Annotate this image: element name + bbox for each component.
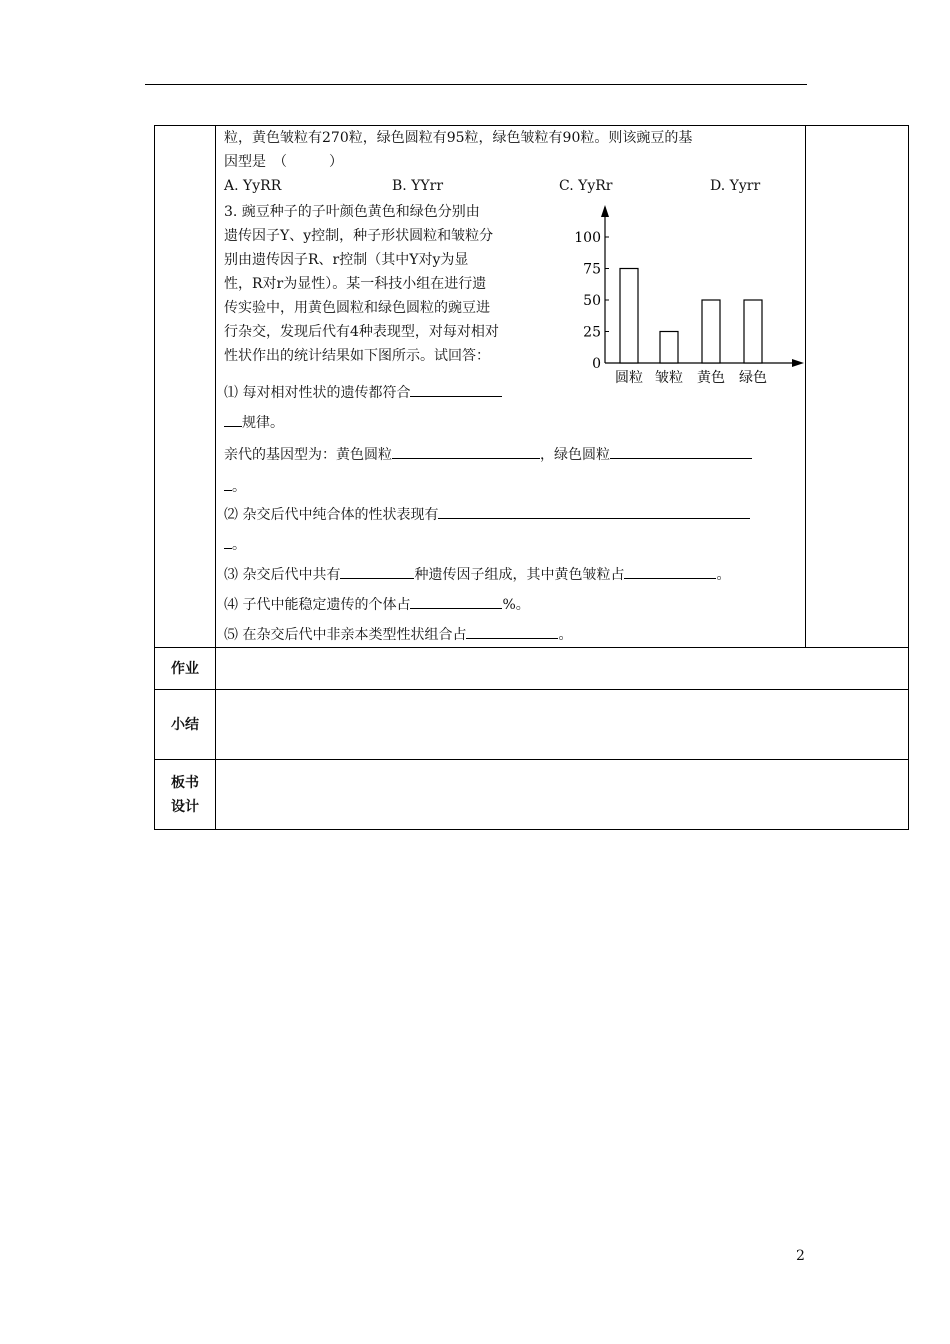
subq1-line1	[224, 382, 502, 403]
subq3-text-c: 。	[716, 567, 731, 583]
bar	[660, 332, 678, 364]
summary-content	[216, 690, 909, 760]
option-b: B. YYrr	[392, 178, 444, 194]
answer-blank-green-round-cont[interactable]	[224, 476, 232, 491]
bar-chart	[574, 197, 806, 387]
q3-intro-2: 遗传因子Y、y控制，种子形状圆粒和皱粒分	[224, 228, 494, 244]
x-category-label: 绿色	[739, 370, 767, 386]
subq1-line3	[224, 444, 752, 465]
answer-blank-law[interactable]	[410, 382, 502, 397]
subq5-text-b: 。	[558, 627, 573, 643]
header-rule	[145, 84, 807, 85]
summary-row	[155, 690, 909, 760]
subq3-text-a: ⑶ 杂交后代中共有	[224, 567, 341, 583]
q2-line1: 粒，黄色皱粒有270粒，绿色圆粒有95粒，绿色皱粒有90粒。则该豌豆的基	[224, 130, 693, 146]
q2-line2: 因型是 （ ）	[224, 154, 343, 170]
homework-label: 作业	[155, 648, 216, 690]
x-category-label: 圆粒	[615, 370, 643, 386]
y-tick-label: 0	[592, 356, 601, 372]
subq1-text: ⑴ 每对相对性状的遗传都符合	[224, 385, 411, 401]
answer-blank-yellow-wrinkled[interactable]	[624, 564, 716, 579]
y-tick-label: 50	[583, 293, 601, 309]
board-design-row	[155, 760, 909, 830]
subq3-text-b: 种遗传因子组成，其中黄色皱粒占	[414, 567, 625, 583]
subq1-text-e: 。	[232, 479, 246, 495]
answer-blank-genotypes[interactable]	[340, 564, 414, 579]
option-d: D. Yyrr	[710, 178, 761, 194]
chart-bars	[620, 269, 762, 364]
summary-label: 小结	[155, 690, 216, 760]
subq1-text-d: ，绿色圆粒	[540, 447, 610, 463]
homework-content	[216, 648, 909, 690]
subq1-line2	[224, 412, 284, 433]
subq2-text-b: 。	[232, 537, 246, 553]
subq1-line4	[224, 476, 246, 497]
bar	[702, 300, 720, 363]
q3-intro-4: 性，R对r为显性）。某一科技小组在进行遗	[224, 276, 487, 292]
q3-intro-3: 别由遗传因子R、r控制（其中Y对y为显	[224, 252, 469, 268]
empty-label-cell	[155, 126, 216, 648]
q3-intro-1: 3. 豌豆种子的子叶颜色黄色和绿色分别由	[224, 204, 480, 220]
bar	[744, 300, 762, 363]
answer-blank-pure[interactable]	[438, 504, 750, 519]
y-tick-label: 100	[574, 230, 601, 246]
subq1-text-c: 亲代的基因型为：黄色圆粒	[224, 447, 392, 463]
answer-blank-stable[interactable]	[410, 594, 502, 609]
option-c: C. YyRr	[559, 178, 613, 194]
answer-blank-nonparental[interactable]	[466, 624, 558, 639]
board-label-line1: 板书	[171, 774, 199, 791]
x-category-label: 皱粒	[655, 370, 683, 386]
y-axis-arrow	[601, 205, 609, 217]
bar	[620, 269, 638, 364]
subq2-line1	[224, 504, 750, 525]
q3-intro-7: 性状作出的统计结果如下图所示。试回答：	[224, 348, 490, 364]
subq2-text: ⑵ 杂交后代中纯合体的性状表现有	[224, 507, 439, 523]
subq3-line	[224, 564, 730, 585]
y-tick-label: 75	[583, 261, 601, 278]
x-axis-arrow	[792, 359, 804, 367]
subq5-line	[224, 624, 572, 645]
answer-blank-law-cont[interactable]	[224, 412, 242, 427]
subq4-text-b: %。	[502, 597, 530, 613]
q3-intro-5: 传实验中，用黄色圆粒和绿色圆粒的豌豆进	[224, 300, 490, 316]
board-design-label	[155, 760, 216, 830]
q3-intro-6: 行杂交，发现后代有4种表现型，对每对相对	[224, 324, 499, 340]
y-tick-label: 25	[583, 324, 601, 341]
subq2-line2	[224, 534, 246, 555]
board-design-content	[216, 760, 909, 830]
x-category-label: 黄色	[697, 370, 725, 386]
empty-right-cell	[806, 126, 909, 648]
subq5-text-a: ⑸ 在杂交后代中非亲本类型性状组合占	[224, 627, 467, 643]
answer-blank-yellow-round[interactable]	[392, 444, 540, 459]
answer-blank-pure-cont[interactable]	[224, 534, 232, 549]
subq1-text-b: 规律。	[242, 415, 284, 431]
option-a: A. YyRR	[224, 178, 282, 194]
answer-blank-green-round[interactable]	[610, 444, 752, 459]
homework-row	[155, 648, 909, 690]
subq4-line	[224, 594, 530, 615]
page-number: 2	[796, 1248, 805, 1264]
board-label-line2: 设计	[171, 798, 199, 815]
subq4-text-a: ⑷ 子代中能稳定遗传的个体占	[224, 597, 411, 613]
